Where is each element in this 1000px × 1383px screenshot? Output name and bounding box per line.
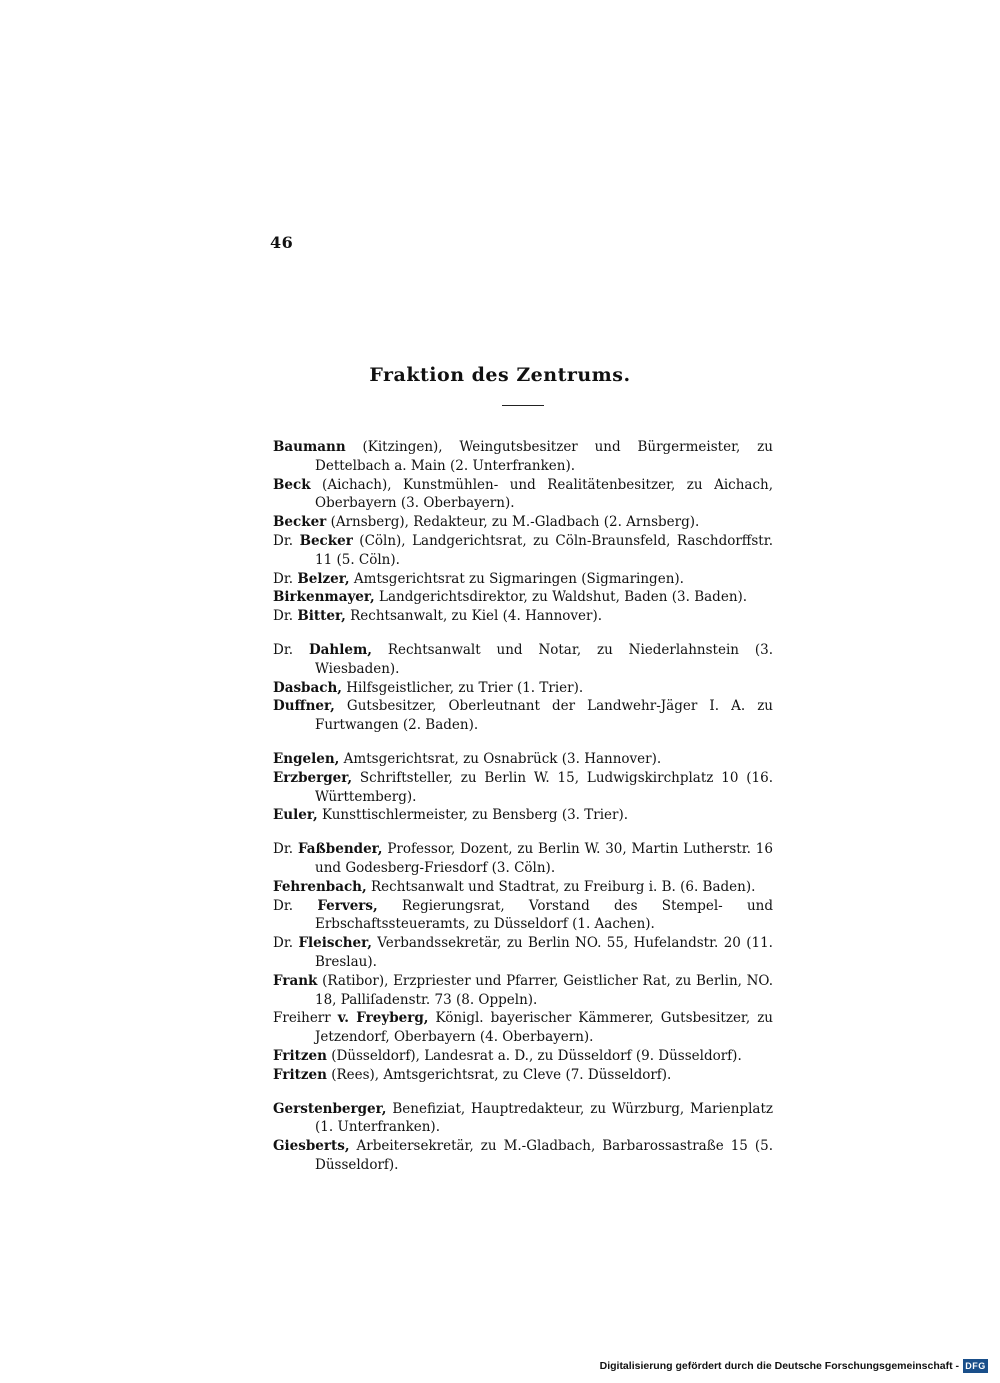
member-prefix: Dr.	[273, 532, 300, 549]
member-entry	[273, 897, 773, 935]
member-details: Rechtsanwalt, zu Kiel (4. Hannover).	[345, 608, 603, 625]
group-g	[273, 1100, 773, 1175]
member-details: Verbandssekretär, zu Berlin NO. 55, Hufelandstr. 20 (11. Breslau).	[315, 935, 773, 970]
member-name: Engelen,	[273, 750, 340, 767]
member-entry	[273, 570, 773, 589]
member-entry	[273, 1137, 773, 1175]
member-name: Becker	[299, 532, 353, 549]
member-prefix: Dr.	[273, 608, 298, 625]
heading-rule	[502, 405, 544, 406]
member-name: Baumann	[273, 439, 346, 455]
member-name: Beck	[273, 476, 311, 493]
member-name: Belzer,	[297, 570, 350, 587]
member-name: Bitter,	[297, 608, 346, 625]
member-name: Giesberts,	[273, 1138, 350, 1155]
member-entry	[273, 641, 773, 679]
member-entry	[273, 934, 773, 972]
member-entry	[273, 769, 773, 807]
group-f	[273, 840, 773, 1084]
member-name: Erzberger,	[273, 769, 353, 786]
member-details: (Kitzingen), Weingutsbesitzer und Bürgermeister, zu Dettelbach a. Main (2. Unterfranken).	[315, 439, 773, 474]
member-name: Fleischer,	[298, 935, 372, 952]
member-entry	[273, 679, 773, 698]
member-name: Euler,	[273, 807, 318, 824]
group-e	[273, 750, 773, 825]
member-entry	[273, 513, 773, 532]
member-name: Fehrenbach,	[273, 878, 367, 895]
member-details: Benefiziat, Hauptredakteur, zu Würzburg, Marienplatz (1. Unterfranken).	[315, 1100, 773, 1136]
member-name: Gerstenberger,	[273, 1100, 387, 1117]
member-entry	[273, 1066, 773, 1085]
member-details: Rechtsanwalt und Notar, zu Niederlahnstein (3. Wiesbaden).	[315, 641, 773, 677]
member-details: Professor, Dozent, zu Berlin W. 30, Martin Lutherstr. 16 und Godesberg-Friesdorf (3. Cöln).	[315, 841, 773, 876]
member-entry	[273, 806, 773, 825]
member-prefix: Dr.	[273, 935, 299, 952]
member-entry	[273, 840, 773, 878]
page-number: 46	[270, 233, 294, 252]
member-entry	[273, 588, 773, 607]
member-details: (Aichach), Kunstmühlen- und Realitätenbesitzer, zu Aichach, Oberbayern (3. Oberbayern).	[310, 476, 773, 512]
member-details: Arbeitersekretär, zu M.-Gladbach, Barbarossastraße 15 (5. Düsseldorf).	[315, 1138, 773, 1173]
member-prefix: Dr.	[273, 641, 309, 658]
digitization-footer	[600, 1359, 988, 1373]
member-details: (Cöln), Landgerichtsrat, zu Cöln-Braunsfeld, Raschdorffstr. 11 (5. Cöln).	[315, 532, 773, 568]
member-prefix: Dr.	[273, 841, 298, 858]
group-b	[273, 438, 773, 626]
member-name: Dasbach,	[273, 679, 342, 696]
member-details: (Arnsberg), Redakteur, zu M.-Gladbach (2. Arnsberg).	[326, 514, 700, 531]
member-entry	[273, 438, 773, 476]
member-details: (Rees), Amtsgerichtsrat, zu Cleve (7. Düsseldorf).	[326, 1066, 672, 1083]
member-name: Birkenmayer,	[273, 589, 375, 606]
member-prefix: Dr.	[273, 897, 318, 914]
member-details: (Düsseldorf), Landesrat a. D., zu Düsseldorf (9. Düsseldorf).	[326, 1047, 742, 1064]
member-prefix: Dr.	[273, 570, 298, 587]
member-entry	[273, 750, 773, 769]
group-d	[273, 641, 773, 735]
member-entry	[273, 1009, 773, 1047]
member-entry	[273, 1100, 773, 1138]
member-details: (Ratibor), Erzpriester und Pfarrer, Geistlicher Rat, zu Berlin, NO. 18, Palliſadenstr. 73 (8. Oppeln).	[315, 972, 773, 1008]
member-name: Fritzen	[273, 1066, 327, 1083]
member-name: Faßbender,	[297, 841, 383, 858]
member-entry	[273, 607, 773, 626]
member-details: Schriftsteller, zu Berlin W. 15, Ludwigskirchplatz 10 (16. Württemberg).	[315, 769, 773, 805]
dfg-logo-icon: DFG	[963, 1359, 988, 1373]
member-entry	[273, 878, 773, 897]
member-details: Hilfsgeistlicher, zu Trier (1. Trier).	[341, 679, 584, 696]
member-details: Regierungsrat, Vorstand des Stempel- und Erbschaftssteueramts, zu Düsseldorf (1. Aachen).	[315, 897, 773, 933]
member-details: Amtsgerichtsrat, zu Osnabrück (3. Hannover).	[339, 750, 662, 767]
member-entry	[273, 697, 773, 735]
member-name: Duffner,	[273, 698, 335, 715]
member-name: Dahlem,	[308, 641, 372, 658]
member-name: Becker	[273, 514, 327, 531]
footer-credit: Digitalisierung gefördert durch die Deutsche Forschungsgemeinschaft -	[599, 1360, 959, 1372]
member-list	[273, 438, 773, 1190]
member-name: Fervers,	[317, 897, 378, 914]
member-entry	[273, 972, 773, 1010]
section-heading: Fraktion des Zentrums.	[369, 364, 631, 386]
member-entry	[273, 1047, 773, 1066]
member-prefix: Freiherr	[273, 1010, 338, 1027]
member-name: Fritzen	[273, 1047, 327, 1064]
member-details: Kunsttischlermeister, zu Bensberg (3. Trier).	[317, 807, 629, 824]
member-name: v. Freyberg,	[337, 1010, 429, 1027]
member-details: Landgerichtsdirektor, zu Waldshut, Baden (3. Baden).	[374, 589, 748, 606]
member-name: Frank	[273, 972, 318, 989]
member-entry	[273, 532, 773, 570]
member-details: Rechtsanwalt und Stadtrat, zu Freiburg i. B. (6. Baden).	[366, 878, 756, 895]
member-details: Gutsbesitzer, Oberleutnant der Landwehr-Jäger I. A. zu Furtwangen (2. Baden).	[315, 698, 773, 734]
member-details: Königl. bayerischer Kämmerer, Gutsbesitzer, zu Jetzendorf, Oberbayern (4. Oberbayern).	[315, 1010, 773, 1046]
member-entry	[273, 476, 773, 514]
member-details: Amtsgerichtsrat zu Sigmaringen (Sigmaringen).	[349, 570, 684, 587]
